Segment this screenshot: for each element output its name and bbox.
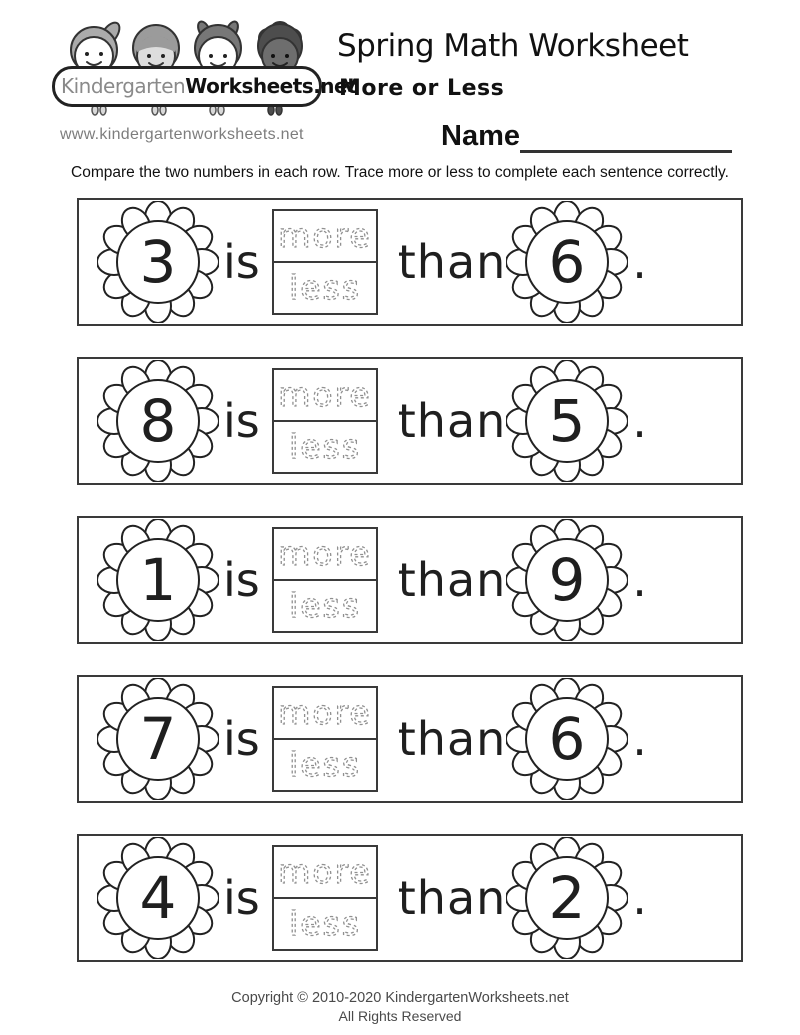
trace-word-less: less [288,268,361,307]
copyright-text: Copyright © 2010-2020 KindergartenWorksheets.net [231,990,569,1006]
left-number: 1 [139,546,177,614]
trace-more-cell [274,847,376,899]
flower-icon [97,678,219,800]
word-than: than [397,235,507,289]
instructions-text: Compare the two numbers in each row. Trace more or less to complete each sentence correctly. [71,164,729,181]
worksheet-row [77,516,743,644]
trace-box [272,209,378,315]
trace-word-more: more [278,852,372,891]
left-number: 8 [139,387,177,455]
word-is: is [223,871,260,925]
trace-word-more: more [278,216,372,255]
word-is: is [223,553,260,607]
flower-icon [97,201,219,323]
trace-less-cell [274,581,376,631]
word-than: than [397,394,507,448]
name-blank-line [520,116,732,153]
word-is: is [223,712,260,766]
footer [0,990,800,1024]
word-than: than [397,712,507,766]
flower-icon [506,519,628,641]
worksheet-row [77,675,743,803]
flower-icon [97,837,219,959]
trace-less-cell [274,263,376,313]
page-title: Spring Math Worksheet [337,28,689,64]
trace-more-cell [274,370,376,422]
worksheet-rows [77,198,743,962]
flower-icon [506,201,628,323]
trace-word-more: more [278,375,372,414]
word-is: is [223,394,260,448]
sentence-period: . [632,553,647,607]
trace-less-cell [274,422,376,472]
right-number: 5 [548,387,586,455]
sentence-period: . [632,235,647,289]
trace-word-less: less [288,586,361,625]
page-subtitle: More or Less [339,76,505,101]
flower-icon [506,837,628,959]
logo-banner [52,66,357,107]
left-number: 7 [139,705,177,773]
trace-word-less: less [288,904,361,943]
logo-text-worksheets: Worksheets.net [185,74,357,98]
trace-less-cell [274,740,376,790]
right-number: 2 [548,864,586,932]
trace-word-more: more [278,693,372,732]
trace-less-cell [274,899,376,949]
word-than: than [397,871,507,925]
name-label: Name [441,120,520,152]
worksheet-row [77,357,743,485]
flower-icon [506,678,628,800]
sentence-period: . [632,871,647,925]
worksheet-row [77,834,743,962]
right-number: 9 [548,546,586,614]
sentence-period: . [632,394,647,448]
trace-word-more: more [278,534,372,573]
right-number: 6 [548,705,586,773]
site-logo [52,16,357,119]
right-number: 6 [548,228,586,296]
trace-box [272,368,378,474]
trace-more-cell [274,688,376,740]
left-number: 3 [139,228,177,296]
sentence-period: . [632,712,647,766]
word-than: than [397,553,507,607]
left-number: 4 [139,864,177,932]
trace-box [272,845,378,951]
worksheet-row [77,198,743,326]
flower-icon [97,519,219,641]
fingers-decoration [67,105,307,119]
logo-text-kindergarten: Kindergarten [61,74,186,98]
trace-word-less: less [288,745,361,784]
trace-box [272,527,378,633]
name-row [441,116,732,153]
trace-more-cell [274,211,376,263]
trace-word-less: less [288,427,361,466]
trace-box [272,686,378,792]
trace-more-cell [274,529,376,581]
flower-icon [506,360,628,482]
site-url: www.kindergartenworksheets.net [60,126,304,143]
word-is: is [223,235,260,289]
rights-text: All Rights Reserved [338,1008,462,1024]
flower-icon [97,360,219,482]
